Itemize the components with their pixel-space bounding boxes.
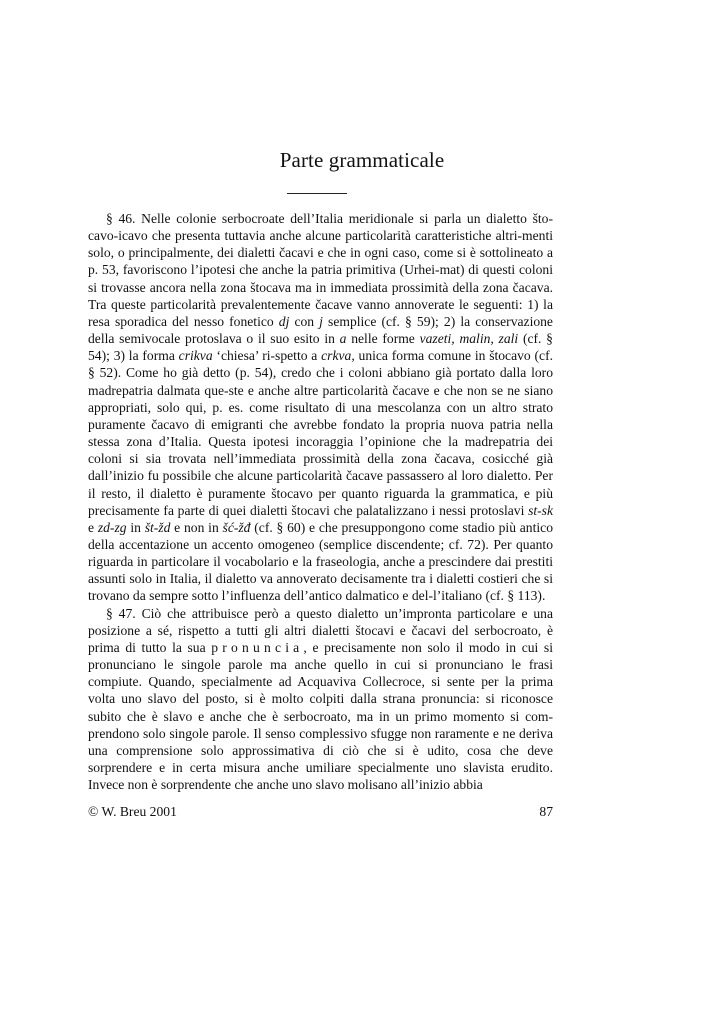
italic-term: dj — [278, 313, 290, 329]
italic-term: crikva — [178, 348, 213, 364]
text-run: (cf. § 60) e che presuppongono come stadio più antico della accentazione un accento omogeneo (semplice discendente; cf. 72). Per quanto riguarda in particolare il vocabolario e la fraseologia, anche a prescindere dai prestiti assunti solo in Italia, il dialetto va annoverato decisamente tra i dialetti costieri che si trovano da sempre sotto l’influenza dell’antico dalmatico e del-l’italiano (cf. § 113). — [88, 519, 553, 604]
paragraph — [88, 605, 553, 794]
italic-term: zd-zg — [97, 519, 127, 535]
text-run: , e precisamente non solo il modo in cui si pronunciano le singole parole ma anche quello in cui si pronunciano le frasi compiute. Quando, specialmente ad Acquaviva Collecroce, si sente per la prima volta uno slavo del posto, si è molto colpiti dalla strana pronuncia: si riconosce subito che è slavo e anche che è serbocroato, ma in un primo momento si com-prendono solo singole parole. Il senso complessivo sfugge non raramente e ne deriva una comprensione solo approssimativa di ciò che si è udito, cosa che deve sorprendere e in certa misura anche umiliare specialmente uno slavista erudito. Invece non è sorprendente che anche uno slavo molisano all’inizio abbia — [88, 639, 553, 793]
spaced-term: pronuncia — [211, 639, 304, 655]
title-rule — [287, 193, 347, 194]
body-text — [88, 210, 553, 793]
italic-term: crkva, — [321, 348, 355, 364]
text-run: § 46. Nelle colonie serbocroate dell’Italia meridionale si parla un dialetto što-cavo-icavo che presenta tuttavia anche alcune particolarità caratteristiche altri-menti solo, o principalmente, dei dialetti čacavi e che in ogni caso, come si è sottolineato a p. 53, favoriscono l’ipotesi che anche la patria primitiva (Urhei-mat) di questi coloni si trovasse ancora nella zona štocava ma in immediata prossimità della zona čacava. Tra queste particolarità prevalentemente čacave vanno annoverate le seguenti: 1) la resa sporadica del nesso fonetico — [88, 211, 553, 329]
text-run: nelle forme — [346, 331, 420, 347]
page-title: Parte grammaticale — [279, 148, 445, 172]
text-run: con — [289, 313, 320, 329]
text-run: ‘chiesa’ ri-spetto a — [212, 348, 322, 364]
text-run: in — [126, 519, 145, 535]
italic-term: šć-žđ — [222, 519, 251, 535]
page-number: 87 — [539, 804, 553, 819]
text-run: semplice (cf. § 59); 2) la conservazione della semivocale protoslava o il suo esito in — [88, 313, 553, 347]
footer-copyright: © W. Breu 2001 — [88, 804, 177, 819]
text-run: § 47. Ciò che attribuisce però a questo dialetto un’impronta particolare e una posizione a sé, rispetto a tutti gli altri dialetti štocavi e čacavi del serbocroato, è prima di tutto la sua — [88, 605, 553, 655]
italic-term: št-žd — [144, 519, 171, 535]
text-run: (cf. § 54); 3) la forma — [88, 331, 553, 364]
paragraph — [88, 210, 553, 605]
italic-term: vazeti, malin, zali — [419, 331, 519, 347]
italic-term: st-sk — [528, 502, 553, 518]
italic-term: j — [319, 313, 323, 329]
text-run: unica forma comune in štocavo (cf. § 52). Come ho già detto (p. 54), credo che i coloni abbiano già portato dalla loro madrepatria dalmata que-ste e anche altre particolarità čacave e che non se ne siano appropriati, solo qui, p. es. come risultato di una mescolanza con un altro strato puramente čacavo di emigranti che avrebbe fondato la propria nuova patria nella stessa zona d’Italia. Questa ipotesi incoraggia l’opinione che la madrepatria dei coloni si sia trovata nell’immediata prossimità della zona čacava, cosicché già dall’inizio fu possibile che alcune particolarità čacave passassero al loro dialetto. Per il resto, il dialetto è puramente štocavo per quanto riguarda la grammatica, e più precisamente fa parte di quei dialetti štocavi che palatalizzano i nessi protoslavi — [88, 348, 553, 518]
text-run: e — [88, 519, 98, 535]
text-run: e non in — [170, 519, 223, 535]
italic-term: a — [339, 331, 347, 347]
